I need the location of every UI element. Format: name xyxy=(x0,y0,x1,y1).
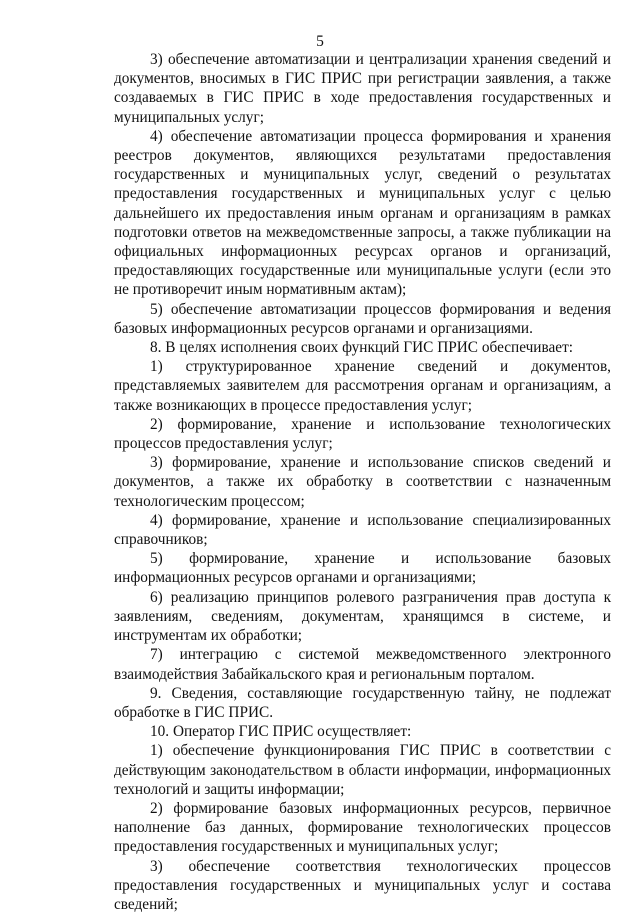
section-heading-10: 10. Оператор ГИС ПРИС осуществляет: xyxy=(150,723,412,741)
paragraph: 6) реализацию принципов ролевого разграничения прав доступа к заявлениям, сведениям, документам, хранящимся в системе, и инструментам их обработки; xyxy=(114,588,611,645)
paragraph: 3) обеспечение автоматизации и централизации хранения сведений и документов, вносимых в ГИС ПРИС при регистрации заявления, а также создаваемых в ГИС ПРИС в ходе предоставления государственных и муниципальных услуг; xyxy=(114,51,611,126)
paragraph: 3) формирование, хранение и использование списков сведений и документов, а также их обработку в соответствии с назначенным технологическим процессом; xyxy=(114,454,611,510)
paragraph: 3) обеспечение соответствия технологических процессов предоставления государственных и муниципальных услуг и состава сведений; xyxy=(114,857,611,913)
paragraph: 7) интеграцию с системой межведомственного электронного взаимодействия Забайкальского края и региональным порталом. xyxy=(114,646,611,683)
paragraph: 4) обеспечение автоматизации процесса формирования и хранения реестров документов, являющихся результатами предоставления государственных и муниципальных услуг, сведений о результатах предоставления государственных и муниципальных услуг с целью дальнейшего их предоставления иным органам и организациям в рамках подготовки ответов на межведомственные запросы, а также публикации на официальных информационных ресурсах органов и организаций, предоставляющих государственные или муниципальные услуги (если это не противоречит иным нормативным актам); xyxy=(114,127,611,299)
paragraph: 5) формирование, хранение и использование базовых информационных ресурсов органами и организациями; xyxy=(114,550,611,587)
paragraph: 1) обеспечение функционирования ГИС ПРИС в соответствии с действующим законодательством в области информации, информационных технологий и защиты информации; xyxy=(114,742,611,798)
section-heading-8: 8. В целях исполнения своих функций ГИС ПРИС обеспечивает: xyxy=(150,339,574,357)
section-9: 9. Сведения, составляющие государственную тайну, не подлежат обработке в ГИС ПРИС. xyxy=(114,684,611,721)
paragraph: 2) формирование, хранение и использование технологических процессов предоставления услуг; xyxy=(114,415,611,453)
page-number: 5 xyxy=(316,33,324,50)
paragraph: 4) формирование, хранение и использование специализированных справочников; xyxy=(114,511,611,549)
paragraph: 5) обеспечение автоматизации процессов формирования и ведения базовых информационных ресурсов органами и организациями. xyxy=(114,300,611,337)
paragraph: 2) формирование базовых информационных ресурсов, первичное наполнение баз данных, формирование технологических процессов предоставления государственных и муниципальных услуг; xyxy=(114,799,611,856)
document-body xyxy=(114,50,611,914)
paragraph: 1) структурированное хранение сведений и документов, представляемых заявителем для рассмотрения органам и организациям, а также возникающих в процессе предоставления услуг; xyxy=(114,358,611,414)
